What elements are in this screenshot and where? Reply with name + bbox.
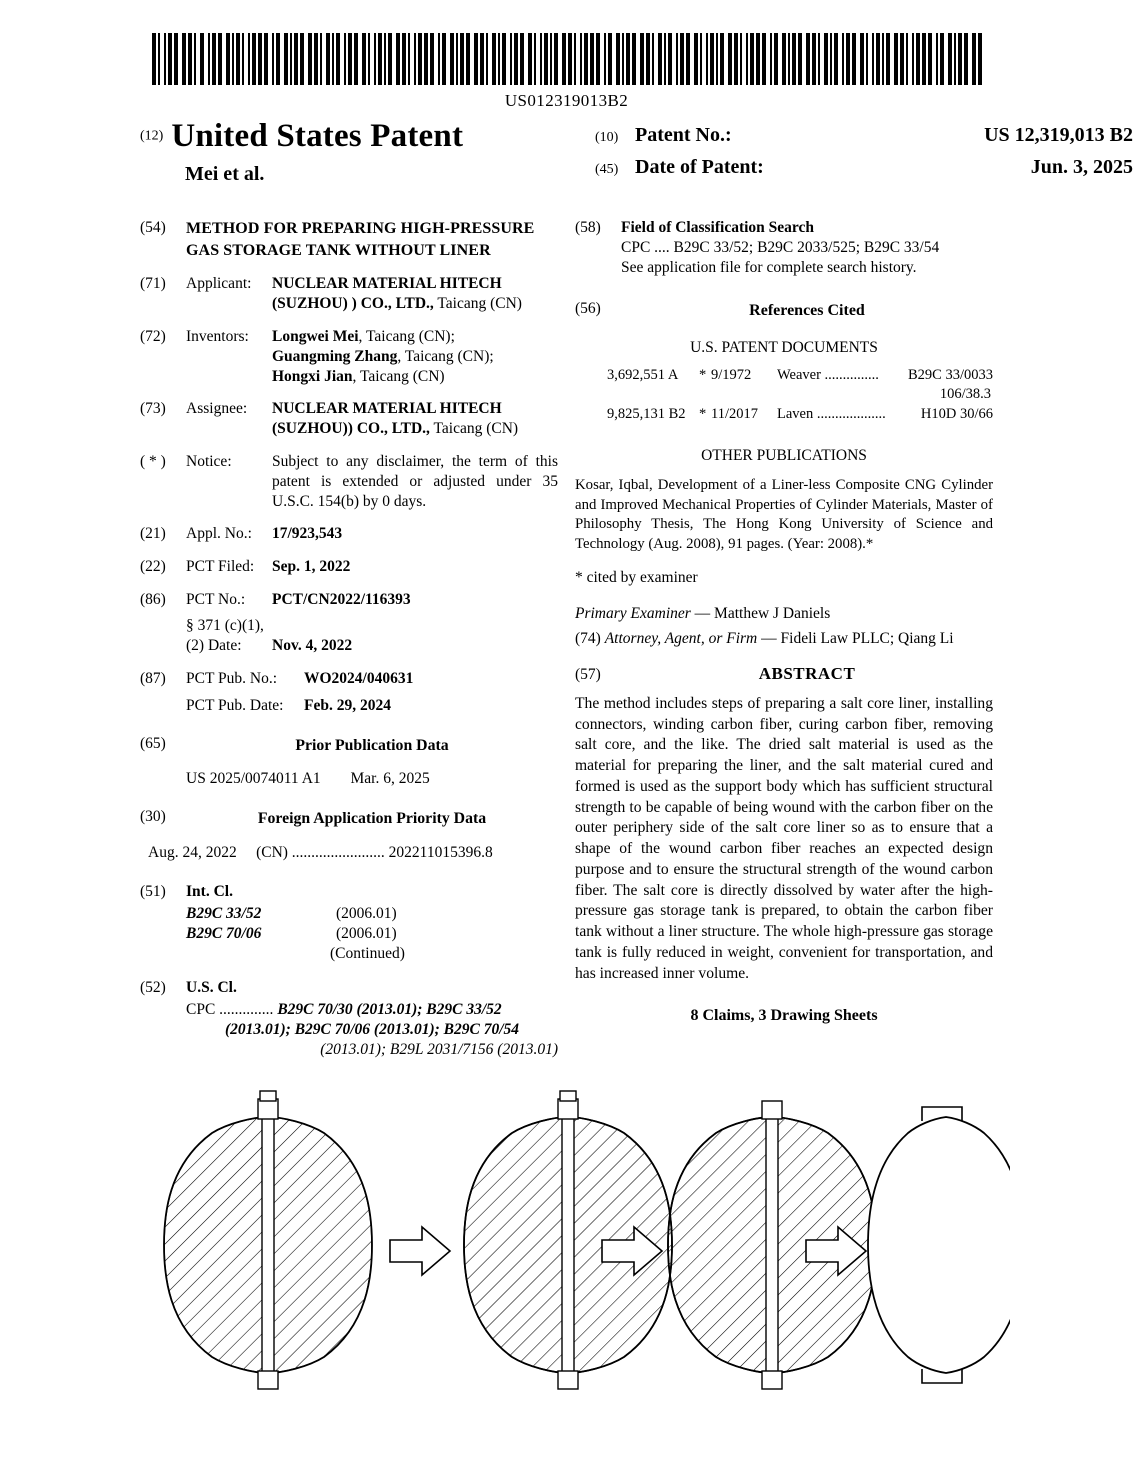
abstract-code: (57) (575, 666, 601, 684)
assignee-field (140, 399, 558, 439)
patent-number-label: Patent No.: (635, 124, 732, 146)
us-cl-body (186, 1000, 558, 1060)
header-inventor-line: Mei et al. (185, 163, 265, 185)
us-cl-prefix: CPC .............. (186, 1000, 274, 1018)
patent-date-value: Jun. 3, 2025 (1030, 156, 1133, 178)
foreign-priority-row: Aug. 24, 2022 (CN) ........................ 202211015396.8 (148, 843, 493, 861)
field-of-search-label: Field of Classification Search (621, 219, 815, 236)
section-371-label: § 371 (c)(1), (186, 616, 264, 634)
page-title: United States Patent (171, 118, 464, 154)
cited-by-examiner: * cited by examiner (575, 569, 698, 587)
foreign-priority-field (140, 807, 558, 836)
field-of-search-field (575, 218, 993, 277)
us-cl-line-3: (2013.01); B29L 2031/7156 (2013.01) (320, 1040, 558, 1058)
prior-pub-data-head: Prior Publication Data (295, 737, 449, 755)
attorney-code: (74) (575, 629, 601, 647)
assignee-location: Taicang (CN) (429, 420, 519, 438)
primary-examiner-label: Primary Examiner (575, 605, 691, 623)
pct-no-label: PCT No.: (186, 591, 246, 609)
inventor-name: Guangming Zhang (272, 347, 398, 365)
pct-no-value: PCT/CN2022/116393 (272, 591, 411, 609)
us-cl-line-1-value: B29C 70/30 (2013.01); B29C 33/52 (277, 1000, 502, 1018)
claims-drawings-line: 8 Claims, 3 Drawing Sheets (690, 1007, 878, 1025)
process-diagram (150, 1055, 1010, 1435)
pct-pub-no-field (140, 669, 558, 689)
patent-number-row (595, 124, 1133, 147)
section-371-date-value: Nov. 4, 2022 (272, 636, 353, 654)
reference-number: 9,825,131 B2 (607, 405, 686, 422)
primary-examiner-row (575, 604, 993, 624)
abstract-text: The method includes steps of preparing a salt core liner, installing connectors, winding carbon fiber, curing carbon fiber, removing salt core, and the like. The dried salt material is used as the material for preparing the liner, and the salt material cured and formed is used as the support body which has sufficient structural strength to be capable of being wound with the carbon fiber on the outer periphery side of the salt core liner so as to ensure that a shape of the wound carbon fiber reaches an expected design purpose and to ensure the structural strength of the wound carbon fiber. The salt core is directly dissolved by water after the high-pressure gas storage tank is prepared, to obtain the carbon fiber tank without a liner structure. The whole high-pressure gas storage tank is fully reduced in weight, convenient for transportation, and has increased inner volume. (575, 694, 993, 982)
header-left (140, 118, 570, 186)
abstract-head: ABSTRACT (758, 664, 856, 684)
us-patent-documents-head: U.S. PATENT DOCUMENTS (690, 338, 878, 356)
notice-text: Subject to any disclaimer, the term of this patent is extended or adjusted under 35 U.S.C. 154(b) by 0 days. (272, 452, 558, 510)
references-cited-head: References Cited (749, 302, 865, 320)
reference-name: Weaver ............... (777, 366, 879, 383)
field-of-search-code: (58) (575, 219, 601, 236)
figure-stage-4 (868, 1107, 1010, 1383)
applicant-value (272, 274, 558, 314)
applicant-field (140, 274, 558, 314)
int-cl-label: Int. Cl. (186, 883, 233, 901)
inventor-location: , Taicang (CN); (358, 327, 455, 345)
title-field (140, 218, 558, 261)
references-cited-code: (56) (575, 300, 601, 318)
us-cl-code: (52) (140, 978, 166, 996)
right-column (575, 218, 993, 1027)
pct-pub-no-code: (87) (140, 669, 166, 687)
inventor-item (272, 347, 558, 367)
patent-number-value: US 12,319,013 B2 (984, 124, 1133, 146)
reference-date: 9/1972 (711, 366, 752, 383)
section-371-body (186, 616, 558, 656)
field-of-search-note: See application file for complete search history. (621, 258, 917, 276)
inventor-item (272, 327, 558, 347)
int-cl-row (186, 904, 558, 924)
notice-code: ( * ) (140, 452, 166, 470)
header-right (595, 124, 1133, 188)
inventors-label: Inventors: (186, 327, 249, 345)
int-cl-name: B29C 70/06 (186, 925, 262, 943)
patent-date-code: (45) (595, 162, 619, 177)
int-cl-name: B29C 33/52 (186, 905, 262, 923)
reference-subclass: 106/38.3 (939, 386, 991, 403)
prior-pub-data-code: (65) (140, 735, 166, 753)
attorney-value: — Fideli Law PLLC; Qiang Li (757, 629, 954, 647)
us-patent-documents-table (607, 366, 993, 425)
section-371-date-label: (2) Date: (186, 636, 242, 654)
assignee-code: (73) (140, 400, 166, 418)
prior-pub-data-field (140, 734, 558, 763)
other-publications-head: OTHER PUBLICATIONS (701, 447, 867, 465)
applicant-code: (71) (140, 275, 166, 293)
pct-pub-date-value: Feb. 29, 2024 (304, 697, 391, 715)
notice-field (140, 452, 558, 511)
pct-pub-no-value: WO2024/040631 (304, 669, 414, 687)
table-row (607, 405, 993, 425)
pct-no-field (140, 590, 558, 610)
int-cl-year: (2006.01) (336, 905, 397, 923)
patent-number-code: (10) (595, 130, 619, 145)
references-cited-field (575, 299, 993, 327)
reference-date: 11/2017 (711, 405, 758, 422)
pct-filed-label: PCT Filed: (186, 558, 255, 576)
reference-star: * (699, 366, 707, 383)
us-cl-field (140, 978, 558, 998)
inventors-value (272, 327, 558, 386)
reference-class: H10D 30/66 (920, 405, 993, 422)
prior-pub-data-row (186, 769, 558, 789)
reference-number: 3,692,551 A (607, 366, 679, 383)
int-cl-code: (51) (140, 883, 166, 901)
title-code: (54) (140, 219, 166, 236)
prior-pub-number: US 2025/0074011 A1 (186, 770, 321, 788)
figure-stage-1 (164, 1091, 372, 1389)
int-cl-field (140, 882, 558, 902)
attorney-row (575, 629, 993, 649)
assignee-value (272, 399, 558, 439)
primary-examiner-value: — Matthew J Daniels (690, 605, 831, 623)
abstract-header-row (575, 663, 993, 685)
foreign-priority-code: (30) (140, 808, 166, 826)
invention-title: METHOD FOR PREPARING HIGH-PRESSURE GAS STORAGE TANK WITHOUT LINER (186, 220, 535, 259)
reference-class: B29C 33/0033 (908, 366, 993, 383)
arrow-icon (390, 1227, 450, 1275)
appl-no-field (140, 524, 558, 544)
us-cl-line-2: (2013.01); B29C 70/06 (2013.01); B29C 70/54 (224, 1020, 520, 1038)
examiner-block (575, 604, 993, 649)
foreign-priority-head: Foreign Application Priority Data (257, 810, 487, 828)
assignee-label: Assignee: (186, 400, 248, 418)
applicant-label: Applicant: (186, 275, 252, 293)
notice-label: Notice: (186, 452, 232, 470)
pct-pub-date-label: PCT Pub. Date: (186, 697, 284, 715)
patent-date-label: Date of Patent: (635, 156, 764, 178)
applicant-name: NUCLEAR MATERIAL HITECH (SUZHOU) ) CO., LTD., (272, 275, 502, 313)
inventor-location: , Taicang (CN); (397, 347, 494, 365)
inventor-item (272, 367, 558, 387)
section-371-field (140, 616, 558, 656)
other-publications-text: Kosar, Iqbal, Development of a Liner-less Composite CNG Cylinder and Improved Mechanical Properties of Cylinder Materials, Master of Philosophy Thesis, The Hong Kong University of Science and Technology (Aug. 2008), 91 pages. (Year: 2008).* (575, 477, 993, 552)
pct-filed-code: (22) (140, 558, 166, 576)
field-of-search-cpc: CPC .... B29C 33/52; B29C 2033/525; B29C 33/54 (621, 238, 940, 256)
appl-no-code: (21) (140, 525, 166, 543)
inventor-name: Hongxi Jian (272, 367, 353, 385)
header-code-12: (12) (140, 128, 164, 144)
barcode-number: US012319013B2 (504, 91, 629, 110)
us-cl-label: U.S. Cl. (186, 978, 237, 996)
barcode-area (0, 24, 1133, 111)
patent-date-row (595, 156, 1133, 179)
pct-pub-date-field (140, 696, 558, 716)
applicant-location: Taicang (CN) (433, 295, 522, 313)
us-cl-line-1 (186, 1000, 558, 1020)
figure-area (150, 1055, 1010, 1435)
reference-star: * (699, 405, 707, 422)
assignee-name: NUCLEAR MATERIAL HITECH (SUZHOU)) CO., LTD., (272, 400, 502, 438)
pct-pub-no-label: PCT Pub. No.: (186, 669, 278, 687)
section-371-date-row (186, 636, 558, 656)
pct-no-code: (86) (140, 591, 166, 609)
pct-pub-date-spacer (140, 696, 186, 716)
table-row (607, 366, 993, 386)
int-cl-row (186, 924, 558, 944)
barcode-image (152, 33, 982, 85)
reference-name: Laven ................... (777, 405, 886, 422)
left-column (140, 218, 558, 1060)
inventors-field (140, 327, 558, 386)
inventor-location: , Taicang (CN) (352, 367, 445, 385)
field-of-search-body (621, 218, 993, 277)
attorney-label: Attorney, Agent, or Firm (604, 629, 758, 647)
int-cl-continued: (Continued) (330, 944, 405, 962)
prior-pub-date: Mar. 6, 2025 (350, 770, 430, 788)
appl-no-label: Appl. No.: (186, 525, 252, 543)
pct-filed-value: Sep. 1, 2022 (272, 558, 351, 576)
inventor-name: Longwei Mei (272, 327, 359, 345)
pct-filed-field (140, 557, 558, 577)
int-cl-year: (2006.01) (336, 925, 397, 943)
inventors-code: (72) (140, 327, 166, 345)
section-371-spacer (140, 616, 186, 656)
appl-no-value: 17/923,543 (272, 525, 343, 543)
